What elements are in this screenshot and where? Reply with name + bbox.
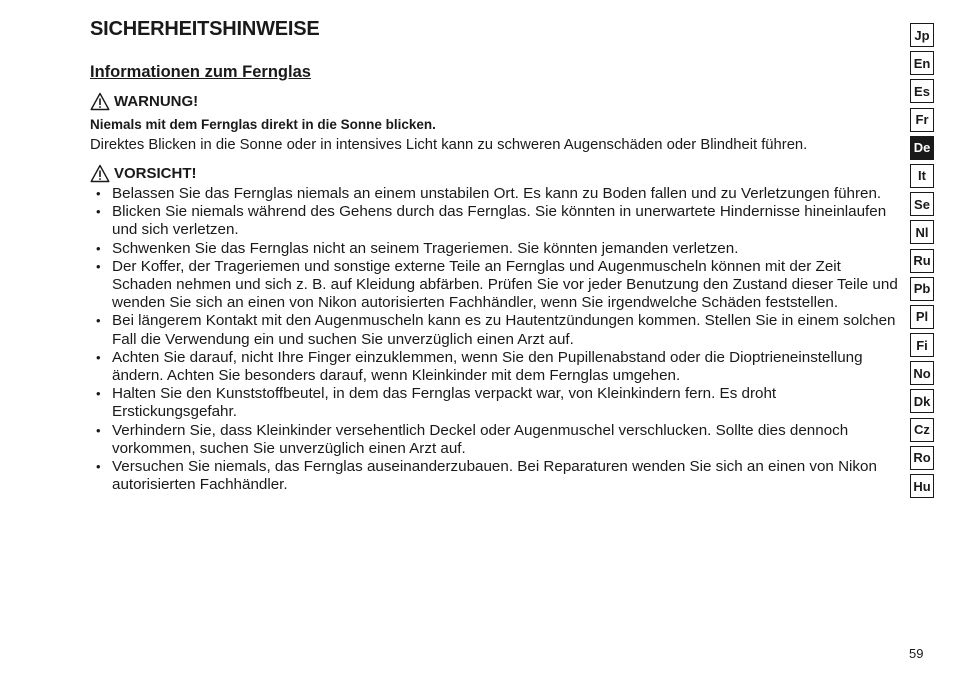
warning-statement: Niemals mit dem Fernglas direkt in die Sonne blicken. bbox=[90, 117, 436, 132]
caution-item: • Schwenken Sie das Fernglas nicht an seinem Trageriemen. Sie könnten jemanden verletzen. bbox=[90, 240, 900, 258]
lang-tab-ro[interactable]: Ro bbox=[910, 446, 934, 470]
lang-tab-de[interactable]: De bbox=[910, 136, 934, 160]
section-title: Informationen zum Fernglas bbox=[90, 63, 311, 81]
lang-tab-pb[interactable]: Pb bbox=[910, 277, 934, 301]
lang-tab-nl[interactable]: Nl bbox=[910, 220, 934, 244]
caution-item: • Versuchen Sie niemals, das Fernglas auseinanderzubauen. Bei Reparaturen wenden Sie sich an einen von Nikon autorisierten Fachhändler. bbox=[90, 458, 900, 494]
warning-text: Direktes Blicken in die Sonne oder in intensives Licht kann zu schweren Augenschäden oder Blindheit führen. bbox=[90, 137, 808, 153]
caution-item: • Bei längerem Kontakt mit den Augenmuscheln kann es zu Hautentzündungen kommen. Stellen Sie in einem solchen Fall die Verwendung ein und suchen Sie unverzüglich einen Arzt auf. bbox=[90, 312, 900, 348]
lang-tab-ru[interactable]: Ru bbox=[910, 249, 934, 273]
warning-triangle-icon bbox=[90, 164, 110, 183]
lang-tab-hu[interactable]: Hu bbox=[910, 474, 934, 498]
lang-tab-it[interactable]: It bbox=[910, 164, 934, 188]
caution-item: • Blicken Sie niemals während des Gehens durch das Fernglas. Sie könnten in unerwartete Hindernisse hineinlaufen und sich verletzen. bbox=[90, 203, 900, 239]
lang-tab-se[interactable]: Se bbox=[910, 192, 934, 216]
lang-tab-fi[interactable]: Fi bbox=[910, 333, 934, 357]
caution-heading bbox=[90, 164, 197, 183]
caution-list bbox=[90, 185, 900, 494]
caution-item: • Achten Sie darauf, nicht Ihre Finger einzuklemmen, wenn Sie den Pupillenabstand oder die Dioptrieneinstellung ändern. Achten Sie besonders darauf, wenn Kleinkinder mit dem Fernglas umgehen. bbox=[90, 349, 900, 385]
lang-tab-pl[interactable]: Pl bbox=[910, 305, 934, 329]
warning-label: WARNUNG! bbox=[114, 93, 199, 110]
language-tabs bbox=[910, 23, 934, 498]
caution-label: VORSICHT! bbox=[114, 165, 197, 182]
caution-item: • Halten Sie den Kunststoffbeutel, in dem das Fernglas verpackt war, von Kleinkindern fern. Es droht Erstickungsgefahr. bbox=[90, 385, 900, 421]
caution-item: • Belassen Sie das Fernglas niemals an einem unstabilen Ort. Es kann zu Boden fallen und zu Verletzungen führen. bbox=[90, 185, 900, 203]
lang-tab-cz[interactable]: Cz bbox=[910, 418, 934, 442]
caution-item: • Verhindern Sie, dass Kleinkinder versehentlich Deckel oder Augenmuschel verschlucken. Sollte dies dennoch vorkommen, suchen Sie unverzüglich einen Arzt auf. bbox=[90, 422, 900, 458]
page-number: 59 bbox=[909, 646, 924, 661]
lang-tab-es[interactable]: Es bbox=[910, 79, 934, 103]
page-title: SICHERHEITSHINWEISE bbox=[90, 18, 320, 40]
lang-tab-no[interactable]: No bbox=[910, 361, 934, 385]
lang-tab-jp[interactable]: Jp bbox=[910, 23, 934, 47]
lang-tab-fr[interactable]: Fr bbox=[910, 108, 934, 132]
caution-item: • Der Koffer, der Trageriemen und sonstige externe Teile an Fernglas und Augenmuscheln können mit der Zeit Schaden nehmen und sich z. B. auf Kleidung abfärben. Prüfen Sie vor jeder Benutzung den Zustand dieser Teile und wenden Sie sich an einen von Nikon autorisierten Fachhändler, wenn Sie irgendwelche Schäden feststellen. bbox=[90, 258, 900, 313]
lang-tab-dk[interactable]: Dk bbox=[910, 389, 934, 413]
warning-heading bbox=[90, 92, 198, 111]
lang-tab-en[interactable]: En bbox=[910, 51, 934, 75]
warning-triangle-icon bbox=[90, 92, 110, 111]
